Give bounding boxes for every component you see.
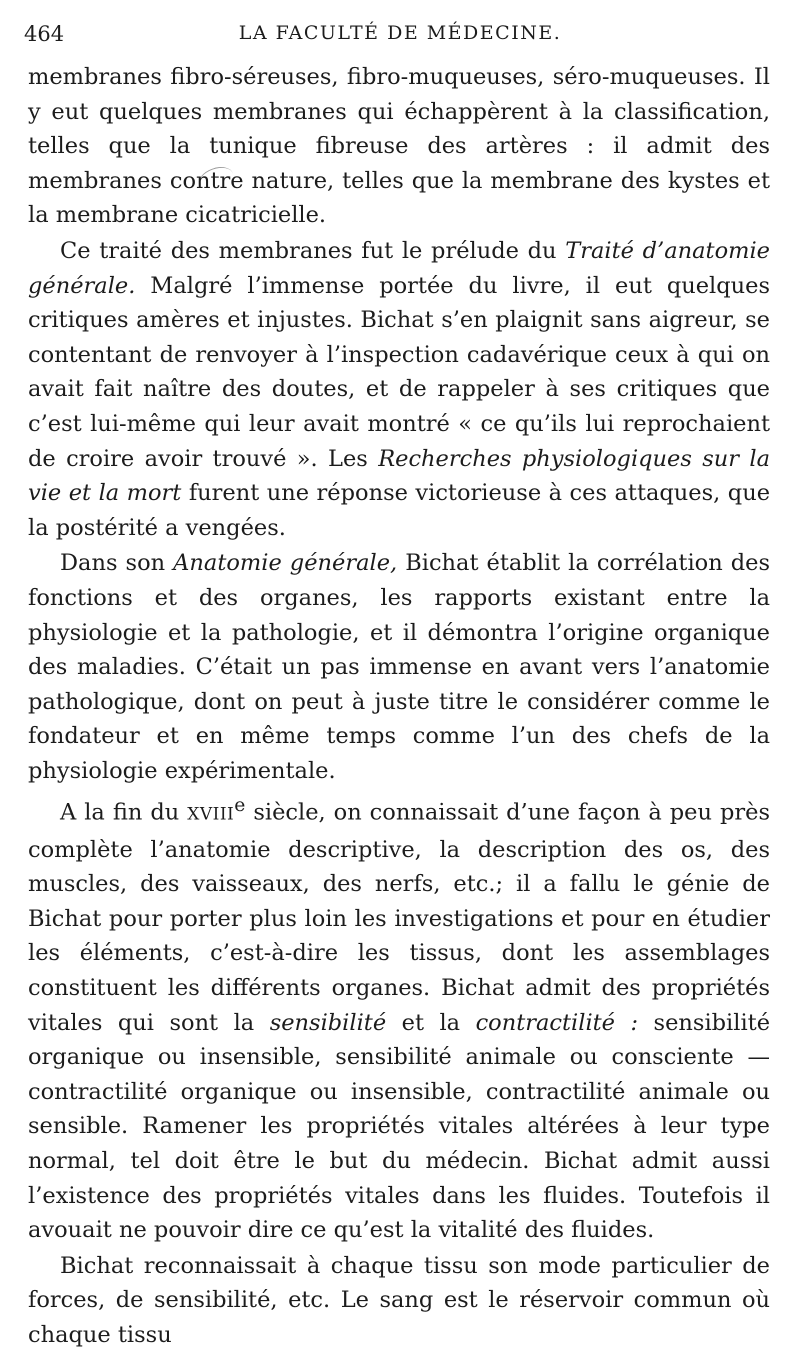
paragraph-3-text: Dans son xyxy=(60,550,174,577)
italic-sensibilite: sensibilité xyxy=(269,1009,387,1036)
paragraph-3 xyxy=(28,546,770,788)
page-number: 464 xyxy=(24,22,65,46)
paragraph-1: membranes fibro-séreuses, fibro-muqueuses, séro-muqueuses. Il y eut quelques membranes qui échappèrent à la classification, telles que la tunique fibreuse des artères : il admit des membranes contre nature, telles que la membrane des kystes et la membrane cicatricielle. xyxy=(28,64,770,229)
running-title: LA FACULTÉ DE MÉDECINE. xyxy=(238,22,562,44)
paragraph-5: Bichat reconnaissait à chaque tissu son mode particulier de forces, de sensibilité, etc. Le sang est le réservoir commun où chaque tissu xyxy=(28,1252,770,1348)
paragraph-4-text: siècle, on connaissait d’une façon à peu près complète l’anatomie descriptive, la description des os, des muscles, des vaisseaux, des nerfs, etc.; il a fallu le génie de Bichat pour porter plus loin les investigations et pour en étudier les éléments, c’est-à-dire les tissus, dont les assemblages constituent les différents organes. Bichat admit des propriétés vitales qui sont la xyxy=(28,799,770,1036)
italic-title-anatomie: Anatomie générale, xyxy=(173,550,398,577)
paragraph-4-text: et la xyxy=(386,1009,476,1036)
paragraph-4-text: A la fin du xyxy=(60,799,188,826)
italic-title-anatomie-generale: Traité d’anatomie générale. xyxy=(28,237,770,299)
paragraph-3-text: Bichat établit la corrélation des fonctions et des organes, les rapports existant entre la physiologie et la pathologie, et il démontra l’origine organique des maladies. C’était un pas immense en avant vers l’anatomie pathologique, dont on peut à juste titre le considérer comme le fondateur et en même temps comme l’un des chefs de la physiologie expérimentale. xyxy=(28,550,770,784)
paragraph-2-text: furent une réponse victorieuse à ces attaques, que la postérité a vengées. xyxy=(28,480,771,541)
paragraph-4-text: sensibilité organique ou insensible, sensibilité animale ou consciente — contractilité organique ou insensible, contractilité animale ou sensible. Ramener les propriétés vitales altérées à leur type normal, tel doit être le but du médecin. Bichat admit aussi l’existence des propriétés vitales dans les fluides. Toutefois il avouait ne pouvoir dire ce qu’est la vitalité des fluides. xyxy=(28,1009,771,1244)
paragraph-4 xyxy=(28,789,770,1247)
italic-contractilite: contractilité : xyxy=(475,1009,639,1036)
paragraph-2-text: Malgré l’immense portée du livre, il eut quelques critiques amères et injustes. Bichat s’en plaignit sans aigreur, se contentant de renvoyer à l’inspection cadavérique ceux à qui on avait fait naître des doutes, et de rappeler à ses critiques que c’est lui-même qui leur avait montré « ce qu’ils lui reprochaient de croire avoir trouvé ». Les xyxy=(28,272,770,472)
paragraph-2 xyxy=(28,234,770,545)
body-text xyxy=(28,60,770,1353)
century-superscript: e xyxy=(234,795,246,817)
paragraph-2-text: Ce traité des membranes fut le prélude du xyxy=(60,237,566,264)
century-numeral: XVIII xyxy=(187,804,235,825)
italic-title-recherches: Recherches physiologiques sur la vie et la mort xyxy=(28,445,770,507)
page-header xyxy=(24,22,776,52)
